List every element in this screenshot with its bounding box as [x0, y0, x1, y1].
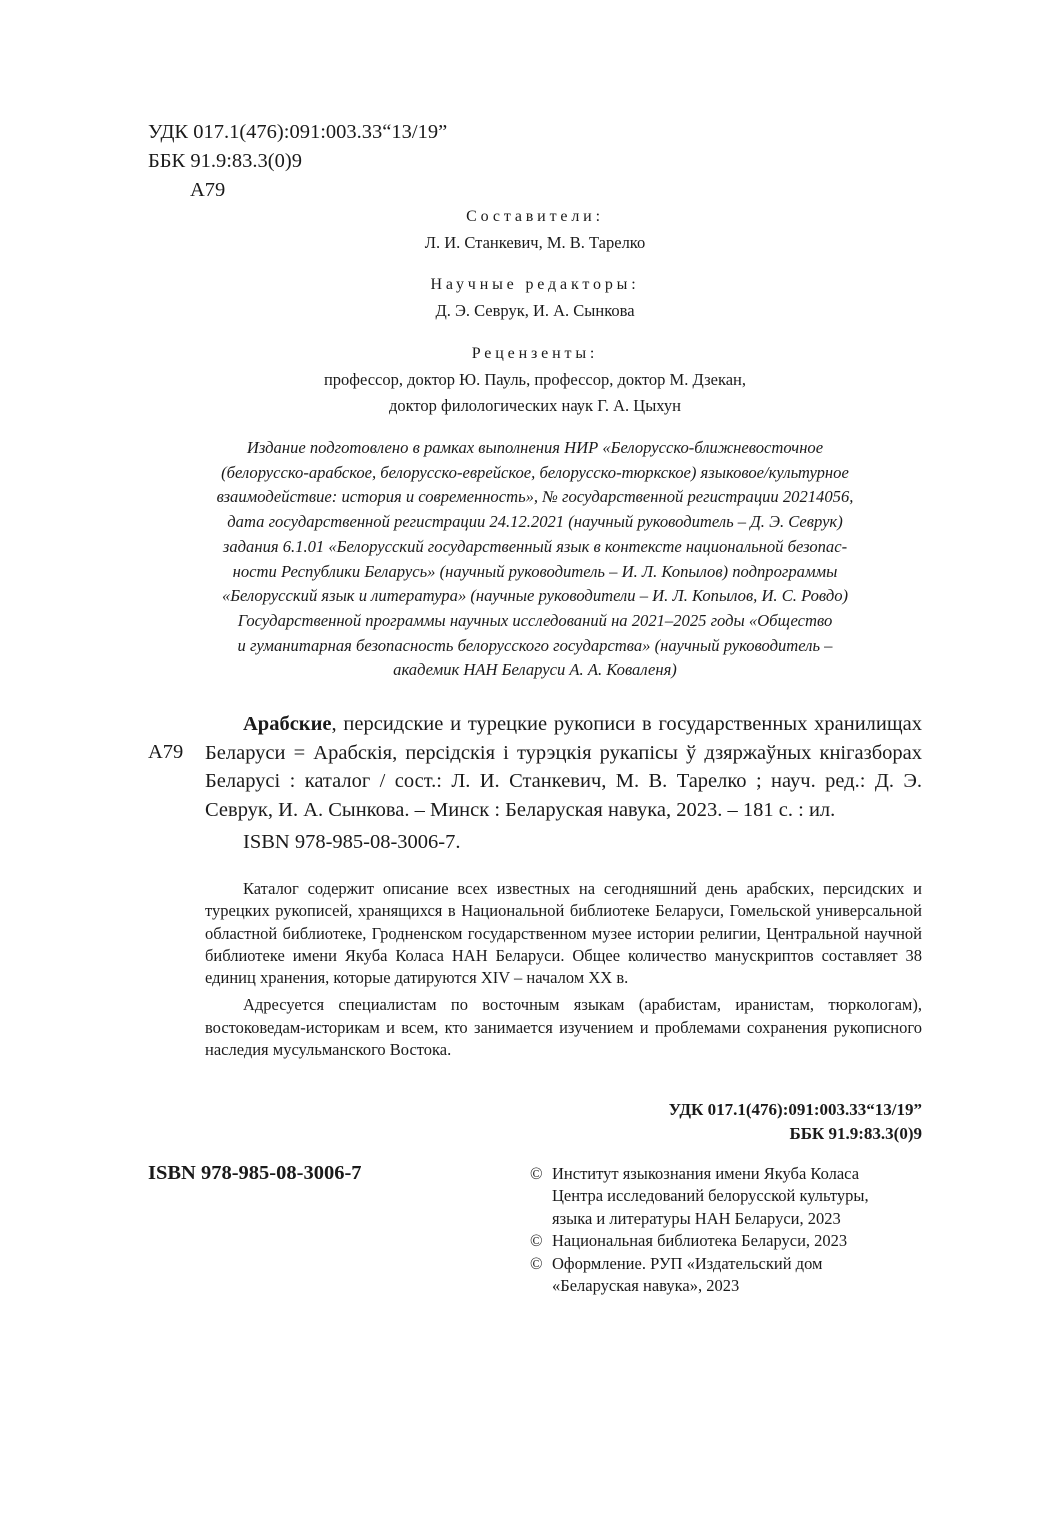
bbk-code: ББК 91.9:83.3(0)9 — [148, 150, 302, 172]
funding-note-line: задания 6.1.01 «Белорусский государственный язык в контексте национальной безопас- — [222, 536, 848, 556]
copyright-icon: © — [530, 1253, 543, 1273]
abstract-paragraph-2: Адресуется специалистам по восточным языкам (арабистам, иранистам, тюркологам), востоковедам-историкам и всем, кто занимается изучением и проблемами сохранения рукописного наследия мусульманского Востока. — [205, 995, 922, 1060]
copyright-holder-line: Национальная библиотека Беларуси, 2023 — [552, 1231, 848, 1251]
classification-footer — [669, 1098, 922, 1146]
bibliographic-isbn: ISBN 978-985-08-3006-7. — [243, 831, 461, 853]
reviewers-label: Рецензенты: — [471, 345, 599, 362]
copyright-icon: © — [530, 1164, 543, 1183]
classification-header — [148, 118, 447, 205]
funding-note-line: Издание подготовлено в рамках выполнения НИР «Белорусско-ближневосточное — [246, 438, 824, 457]
funding-note-line: (белорусско-арабское, белорусско-еврейское, белорусско-тюркское) языковое/культурное — [221, 462, 849, 482]
title-headword: Арабские — [243, 713, 332, 735]
funding-note-line: «Белорусский язык и литература» (научные руководители – И. Л. Копылов, И. С. Ровдо) — [221, 586, 849, 606]
abstract-paragraph-1: Каталог содержит описание всех известных на сегодняшний день арабских, персидских и турецких рукописей, хранящихся в Национальной библиотеке Беларуси, Гомельской универсальной областной библиотеке, Гродненском государственном музее истории религии, Центральной научной библиотеке имени Якуба Коласа НАН Беларуси. Общее количество манускриптов составляет 38 единиц хранения, которые датируются XIV – началом XX в. — [205, 879, 922, 988]
copyright-item — [530, 1230, 930, 1252]
funding-note-line: ности Республики Беларусь» (научный руководитель – И. Л. Копылов) подпрограммы — [232, 561, 838, 581]
isbn-footer: ISBN 978-985-08-3006-7 — [148, 1162, 362, 1184]
udk-code-bottom: УДК 017.1(476):091:003.33“13/19” — [668, 1100, 922, 1119]
compilers-block — [148, 204, 922, 256]
reviewers-block — [148, 341, 922, 419]
reviewers-line-1: профессор, доктор Ю. Пауль, профессор, доктор М. Дзекан, — [323, 370, 747, 389]
author-mark: А79 — [190, 179, 226, 201]
abstract — [205, 878, 922, 1066]
udk-code: УДК 017.1(476):091:003.33“13/19” — [148, 121, 448, 143]
compilers-label: Составители: — [466, 208, 604, 225]
funding-note-line: Государственной программы научных исследований на 2021–2025 годы «Общество — [237, 610, 833, 630]
editors-block — [148, 272, 922, 324]
copyright-item — [530, 1253, 930, 1298]
copyright-holder-line: Институт языкознания имени Якуба Коласа — [552, 1164, 860, 1183]
editors-names: Д. Э. Севрук, И. А. Сынкова — [435, 301, 635, 320]
funding-note — [148, 436, 922, 683]
editors-label: Научные редакторы: — [430, 276, 640, 293]
description-text: , персидские и турецкие рукописи в государственных хранилищах Беларуси = Арабскія, персідскія і турэцкія рукапісы ў дзяржаўных кнігазборах Беларусі : каталог / сост.: Л. И. Станкевич, М. В. Тарелко ; науч. ред.: Д. Э. Севрук, И. А. Сынкова. – Минск : Беларуская навука, 2023. – 181 с. : ил. — [205, 713, 922, 821]
copyright-item — [530, 1163, 930, 1230]
copyright-holder-line: Центра исследований белорусской культуры, — [552, 1186, 869, 1206]
copyright-block — [530, 1163, 930, 1297]
copyright-icon: © — [530, 1231, 543, 1251]
bibliographic-description — [205, 710, 922, 824]
bbk-code-bottom: ББК 91.9:83.3(0)9 — [789, 1124, 922, 1143]
reviewers-line-2: доктор филологических наук Г. А. Цыхун — [388, 396, 681, 415]
copyright-holder-line: «Беларуская навука», 2023 — [552, 1276, 740, 1296]
compilers-names: Л. И. Станкевич, М. В. Тарелко — [424, 233, 646, 252]
funding-note-line: взаимодействие: история и современность», № государственной регистрации 20214056, — [216, 487, 854, 507]
copyright-holder-line: Оформление. РУП «Издательский дом — [552, 1253, 823, 1273]
funding-note-line: и гуманитарная безопасность белорусского государства» (научный руководитель – — [237, 635, 833, 655]
funding-note-line: академик НАН Беларуси А. А. Коваленя) — [393, 660, 677, 680]
bibliographic-record — [205, 710, 922, 857]
copyright-holder-line: языка и литературы НАН Беларуси, 2023 — [552, 1208, 841, 1228]
bibliographic-author-mark: А79 — [148, 741, 184, 763]
funding-note-line: дата государственной регистрации 24.12.2021 (научный руководитель – Д. Э. Севрук) — [227, 512, 843, 532]
